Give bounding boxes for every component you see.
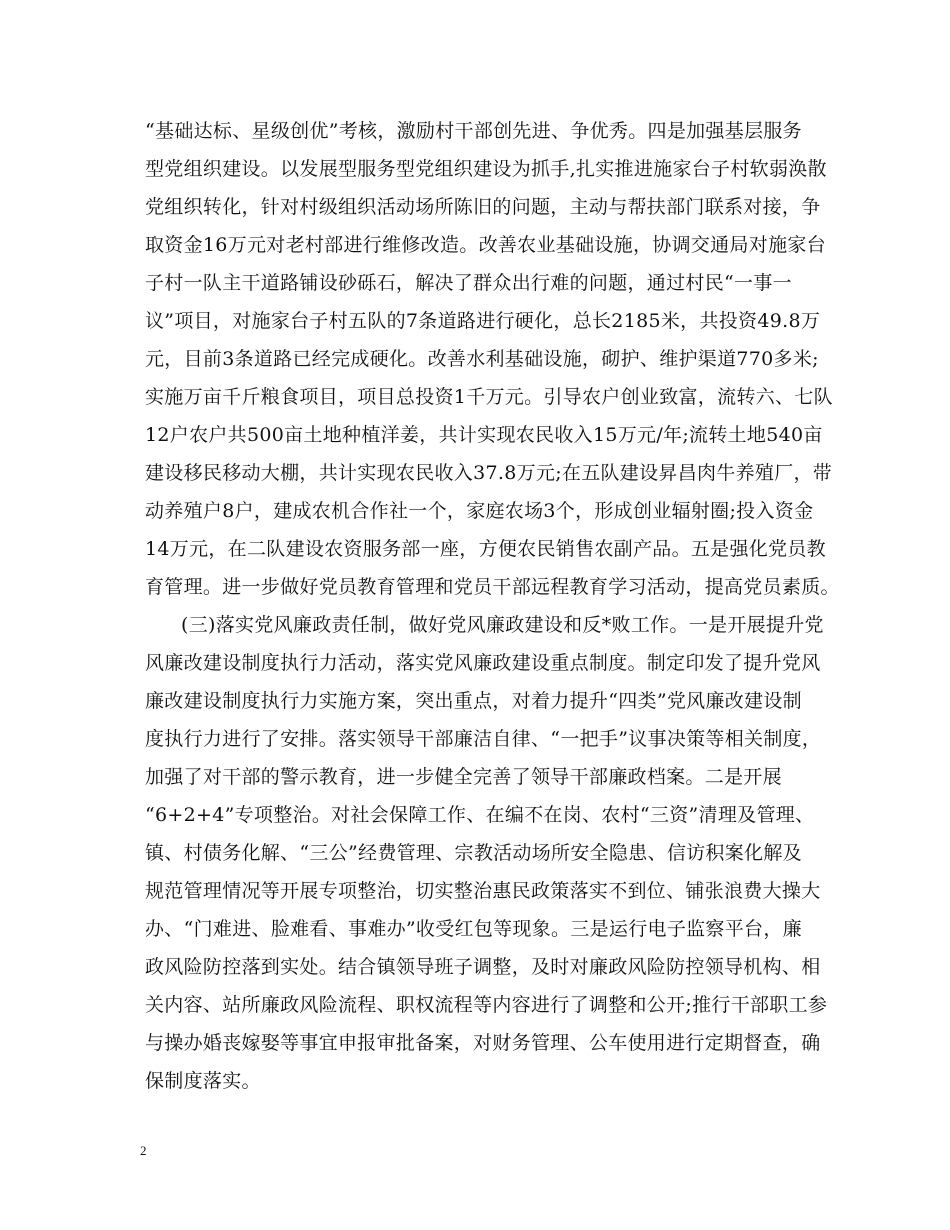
text-line: 廉改建设制度执行力实施方案，突出重点，对着力提升“四类”党风廉改建设制 xyxy=(145,690,802,712)
text-line: 育管理。进一步做好党员教育管理和党员干部远程教育学习活动，提高党员素质。 xyxy=(145,576,840,598)
text-line: 加强了对干部的警示教育，进一步健全完善了领导干部廉政档案。二是开展 xyxy=(145,766,782,788)
text-line: 14万元，在二队建设农资服务部一座，方便农民销售农副产品。五是强化党员教 xyxy=(145,538,826,560)
text-line: 取资金16万元对老村部进行维修改造。改善农业基础设施，协调交通局对施家台 xyxy=(145,234,826,256)
text-line: “6+2+4”专项整治。对社会保障工作、在编不在岗、农村“三资”清理及管理、 xyxy=(145,804,815,826)
text-line: 动养殖户8户，建成农机合作社一个，家庭农场3个，形成创业辐射圈;投入资金 xyxy=(145,500,814,522)
text-line: 议”项目，对施家台子村五队的7条道路进行硬化，总长2185米，共投资49.8万 xyxy=(145,310,821,332)
text-line: 政风险防控落到实处。结合镇领导班子调整，及时对廉政风险防控领导机构、相 xyxy=(145,956,821,978)
text-line: 12户农户共500亩土地种植洋姜，共计实现农民收入15万元/年;流转土地540亩 xyxy=(145,424,823,446)
text-line: 办、“门难进、脸难看、事难办”收受红包等现象。三是运行电子监察平台，廉 xyxy=(145,918,802,940)
text-line: 风廉改建设制度执行力活动，落实党风廉政建设重点制度。制定印发了提升党风 xyxy=(145,652,821,674)
text-line: 子村一队主干道路铺设砂砾石，解决了群众出行难的问题，通过村民“一事一 xyxy=(145,272,792,294)
text-line: 规范管理情况等开展专项整治，切实整治惠民政策落实不到位、铺张浪费大操大 xyxy=(145,880,821,902)
text-line: 实施万亩千斤粮食项目，项目总投资1千万元。引导农户创业致富，流转六、七队 xyxy=(145,386,833,408)
text-line: 保制度落实。 xyxy=(145,1070,261,1092)
text-line: 度执行力进行了安排。落实领导干部廉洁自律、“一把手”议事决策等相关制度， xyxy=(145,728,822,750)
text-line: 与操办婚丧嫁娶等事宜申报审批备案，对财务管理、公车使用进行定期督查，确 xyxy=(145,1032,821,1054)
text-line: 元，目前3条道路已经完成硬化。改善水利基础设施，砌护、维护渠道770多米; xyxy=(145,348,819,370)
text-line: 建设移民移动大棚，共计实现农民收入37.8万元;在五队建设昇昌肉牛养殖厂，带 xyxy=(145,462,833,484)
paragraph-start-line: (三)落实党风廉政责任制，做好党风廉政建设和反*败工作。一是开展提升党 xyxy=(181,614,824,636)
text-line: 关内容、站所廉政风险流程、职权流程等内容进行了调整和公开;推行干部职工参 xyxy=(145,994,828,1016)
text-line: 镇、村债务化解、“三公”经费管理、宗教活动场所安全隐患、信访积案化解及 xyxy=(145,842,802,864)
text-line: 型党组织建设。以发展型服务型党组织建设为抓手,扎实推进施家台子村软弱涣散 xyxy=(145,158,827,180)
text-line: “基础达标、星级创优”考核，激励村干部创先进、争优秀。四是加强基层服务 xyxy=(145,120,802,142)
text-line: 党组织转化，针对村级组织活动场所陈旧的问题，主动与帮扶部门联系对接，争 xyxy=(145,196,821,218)
page-number: 2 xyxy=(140,1143,147,1158)
